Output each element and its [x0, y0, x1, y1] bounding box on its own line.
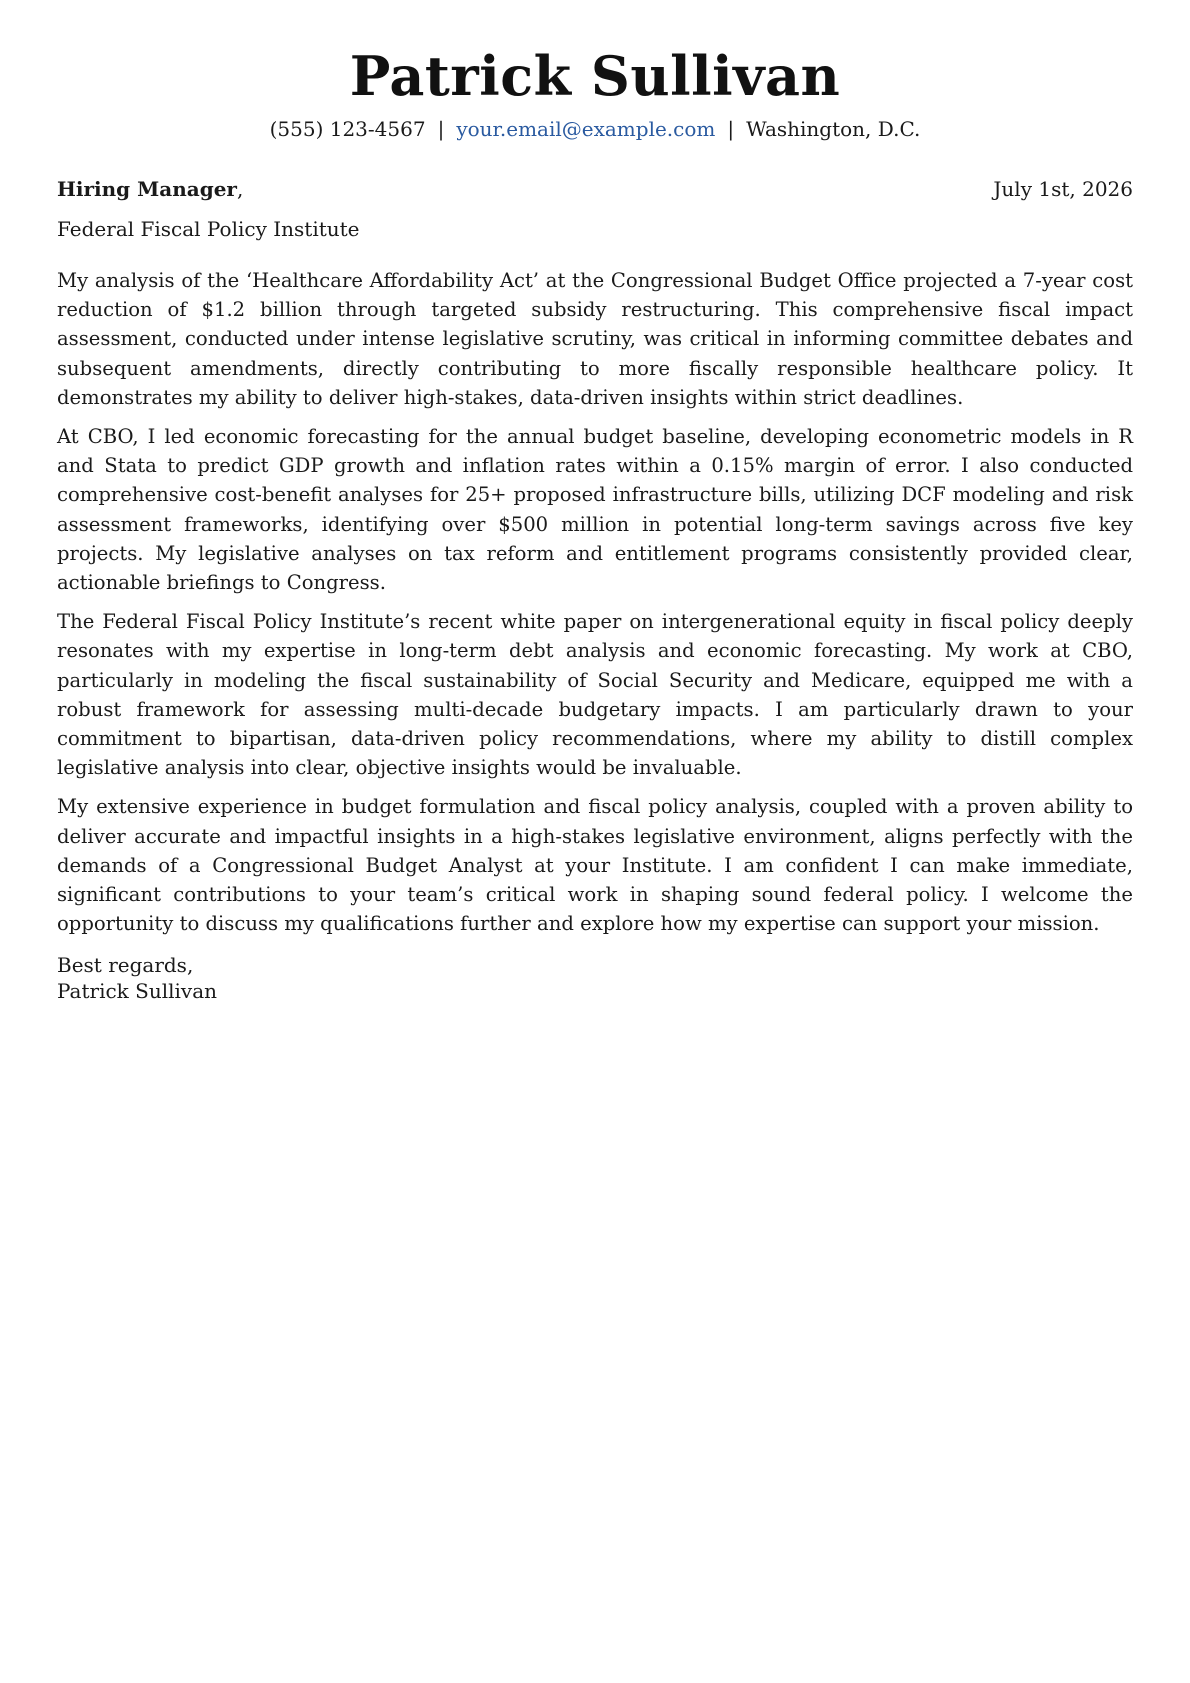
- contact-separator: |: [727, 117, 735, 141]
- letter-header: [57, 0, 1133, 142]
- recipient-date-row: [57, 176, 1133, 202]
- letter-closing: [57, 952, 1133, 1004]
- contact-line: [57, 116, 1133, 142]
- body-paragraph: My analysis of the ‘Healthcare Affordability Act’ at the Congressional Budget Office projected a 7-year cost reduction of $1.2 billion through targeted subsidy restructuring. This comprehensive fiscal impact assessment, conducted under intense legislative scrutiny, was critical in informing committee debates and subsequent amendments, directly contributing to more fiscally responsible healthcare policy. It demonstrates my ability to deliver high-stakes, data-driven insights within strict deadlines.: [57, 269, 1133, 409]
- closing-salutation: Best regards,: [57, 953, 194, 978]
- recipient-line: [57, 176, 243, 202]
- closing-signature: Patrick Sullivan: [57, 979, 218, 1004]
- email-link[interactable]: your.email@example.com: [456, 117, 716, 141]
- recipient-title: Hiring Manager: [57, 177, 237, 201]
- sender-name: Patrick Sullivan: [349, 44, 841, 108]
- cover-letter-page: [57, 0, 1133, 1004]
- body-paragraph: My extensive experience in budget formulation and fiscal policy analysis, coupled with a proven ability to deliver accurate and impactful insights in a high-stakes legislative environment, aligns perfectly with the demands of a Congressional Budget Analyst at your Institute. I am confident I can make immediate, significant contributions to your team’s critical work in shaping sound federal policy. I welcome the opportunity to discuss my qualifications further and explore how my expertise can support your mission.: [57, 795, 1133, 936]
- recipient-organization: Federal Fiscal Policy Institute: [57, 217, 360, 241]
- body-paragraph: The Federal Fiscal Policy Institute’s recent white paper on intergenerational equity in fiscal policy deeply resonates with my expertise in long-term debt analysis and economic forecasting. My work at CBO, particularly in modeling the fiscal sustainability of Social Security and Medicare, equipped me with a robust framework for assessing multi-decade budgetary impacts. I am particularly drawn to your commitment to bipartisan, data-driven policy recommendations, where my ability to distill complex legislative analysis into clear, objective insights would be invaluable.: [57, 610, 1133, 780]
- phone-number: (555) 123-4567: [269, 117, 426, 141]
- letter-body: [57, 266, 1133, 938]
- contact-separator: |: [437, 117, 445, 141]
- location: Washington, D.C.: [746, 117, 921, 141]
- recipient-title-suffix: ,: [236, 177, 244, 201]
- body-paragraph: At CBO, I led economic forecasting for the annual budget baseline, developing econometric models in R and Stata to predict GDP growth and inflation rates within a 0.15% margin of error. I also conducted comprehensive cost-benefit analyses for 25+ proposed infrastructure bills, utilizing DCF modeling and risk assessment frameworks, identifying over $500 million in potential long-term savings across five key projects. My legislative analyses on tax reform and entitlement programs consistently provided clear, actionable briefings to Congress.: [57, 425, 1133, 595]
- letter-date: July 1st, 2026: [993, 177, 1133, 201]
